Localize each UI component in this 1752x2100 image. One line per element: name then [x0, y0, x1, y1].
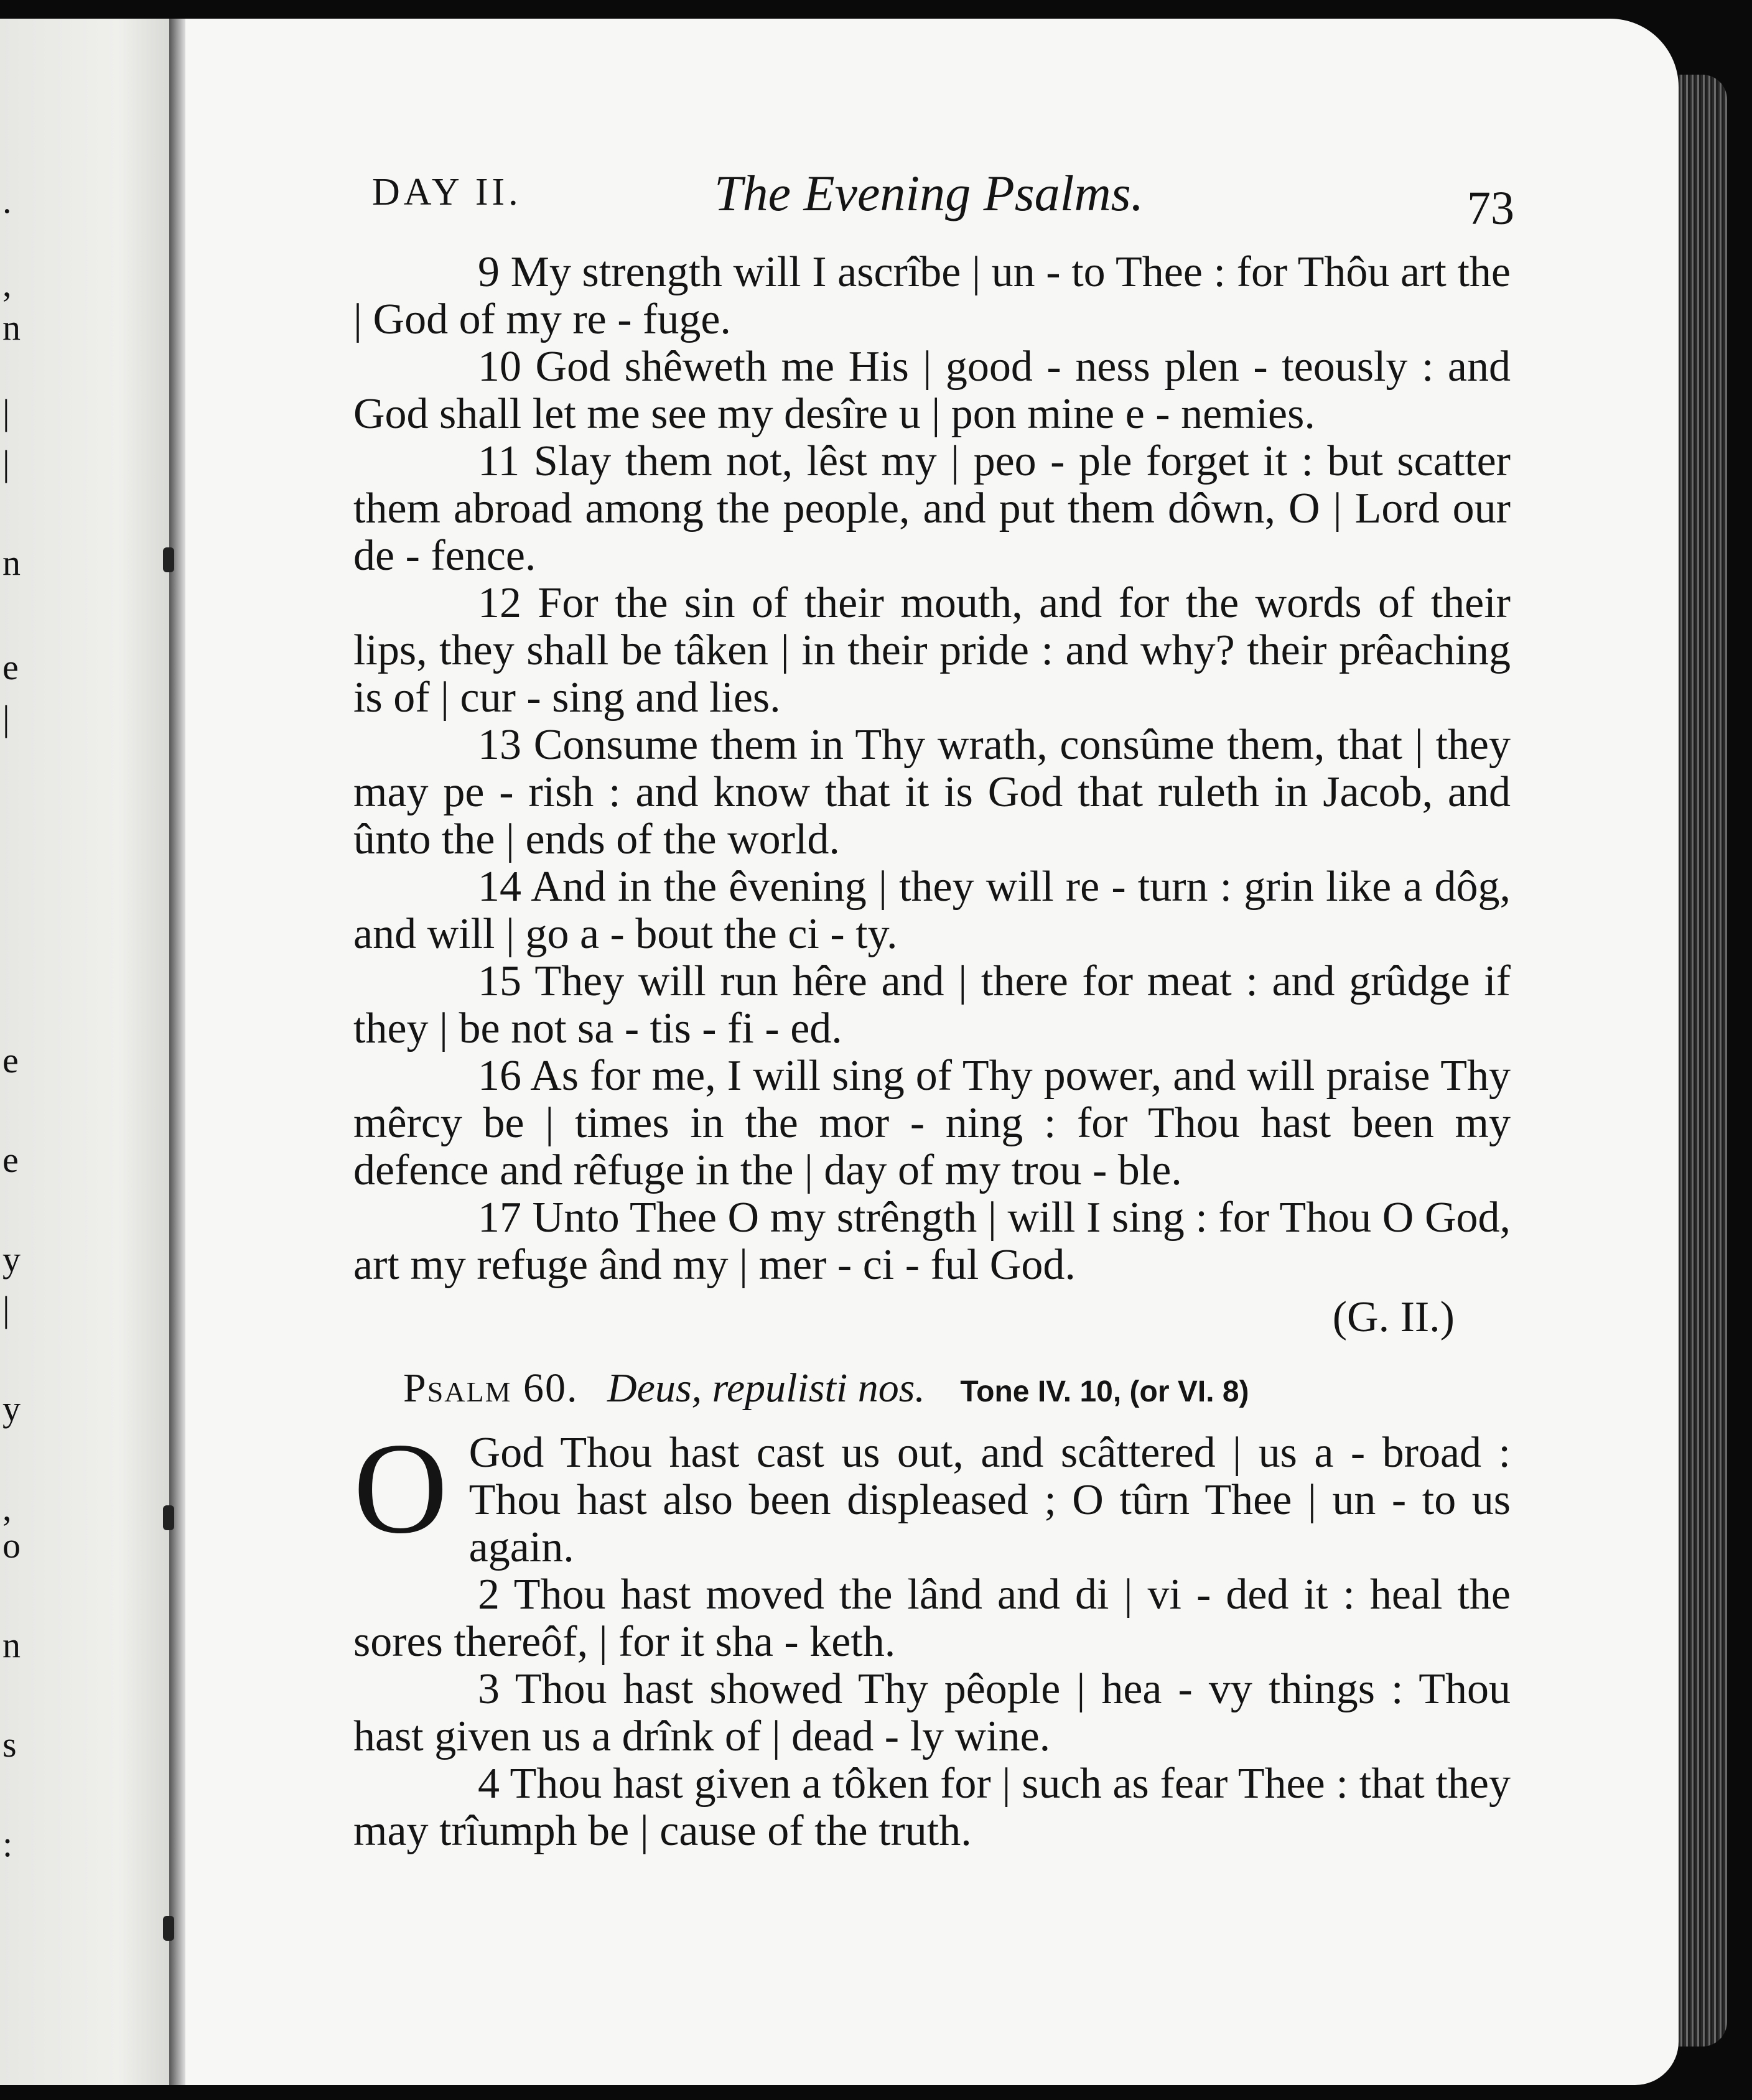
- book-gutter: [169, 19, 185, 2085]
- left-glyph: n: [2, 307, 21, 348]
- verse-text: God shêweth me His | good - ness plen - teously : and God shall let me see my desîre u | pon mine e - nemies.: [353, 343, 1511, 438]
- verse-number: 4: [478, 1760, 500, 1808]
- psalm-latin-title: Deus, repulisti nos.: [607, 1365, 925, 1411]
- binding-mark: [163, 547, 174, 572]
- verse-text: Consume them in Thy wrath, consûme them, that | they may pe - rish : and know that it is God that ruleth in Jacob, and ûnto the | ends of the world.: [353, 721, 1511, 863]
- verse-text: For the sin of their mouth, and for the words of their lips, they shall be tâken | in their pride : and why? their prêaching is of | cur - sing and lies.: [353, 579, 1511, 722]
- verse-text: Slay them not, lêst my | peo - ple forget it : but scatter them abroad among the people, and put them dôwn, O | Lord our de - fence.: [353, 437, 1511, 580]
- left-glyph: y: [2, 1388, 21, 1429]
- verse-number: 2: [478, 1571, 500, 1619]
- left-glyph: ,: [2, 1488, 12, 1528]
- header-day: DAY II.: [372, 171, 522, 213]
- verse-text: Thou hast given a tôken for | such as fear Thee : that they may trîumph be | cause of the truth.: [353, 1760, 1511, 1855]
- verse-number: 13: [478, 721, 521, 769]
- verse-number: 15: [478, 957, 521, 1005]
- verse-text: God Thou hast cast us out, and scâttered | us a - broad : Thou hast also been displeased ; O tûrn Thee | un - to us again.: [468, 1429, 1511, 1571]
- verse-text: Unto Thee O my strêngth | will I sing : for Thou O God, art my refuge ând my | mer - ci - ful God.: [353, 1194, 1511, 1289]
- verse: [353, 1666, 1511, 1760]
- verse: [353, 343, 1511, 438]
- left-glyph: s: [2, 1724, 17, 1765]
- left-glyph: e: [2, 1140, 19, 1180]
- page-number: 73: [1467, 182, 1514, 235]
- left-glyph: ,: [2, 264, 12, 304]
- verse: [353, 438, 1511, 580]
- header-title: The Evening Psalms.: [714, 165, 1144, 221]
- verse-text: Thou hast moved the lând and di | vi - ded it : heal the sores thereôf, | for it sha - keth.: [353, 1571, 1511, 1666]
- psalm-tone: Tone IV. 10, (or VI. 8): [960, 1375, 1249, 1408]
- verse-number: 12: [478, 579, 521, 627]
- running-header: [353, 149, 1514, 249]
- left-glyph: |: [2, 392, 10, 432]
- left-glyph: |: [2, 1289, 10, 1329]
- verse: [353, 1052, 1511, 1194]
- left-page-margin-text: [0, 19, 25, 2085]
- verse-number: 11: [478, 437, 520, 485]
- binding-mark: [163, 1505, 174, 1530]
- left-glyph: y: [2, 1239, 21, 1280]
- verses-top: [353, 249, 1511, 1289]
- verse-number: 14: [478, 863, 521, 911]
- page-edges: [1679, 75, 1727, 2047]
- verse-text: As for me, I will sing of Thy power, and will praise Thy mêrcy be | times in the mor - ning : for Thou hast been my defence and rêfuge in the | day of my trou - ble.: [353, 1052, 1511, 1194]
- verse-number: 17: [478, 1194, 521, 1242]
- left-glyph: |: [2, 443, 10, 483]
- left-glyph: n: [2, 1625, 21, 1665]
- verse-text: My strength will I ascrîbe | un - to Thee : for Thôu art the | God of my re - fuge.: [353, 248, 1511, 343]
- binding-mark: [163, 1916, 174, 1941]
- verse: [353, 1571, 1511, 1666]
- gloria-reference: (G. II.): [1332, 1293, 1455, 1341]
- verse-text: Thou hast showed Thy pêople | hea - vy things : Thou hast given us a drînk of | dead - ly wine.: [353, 1665, 1511, 1760]
- verse: [353, 1194, 1511, 1289]
- verse: [353, 249, 1511, 343]
- verses-bottom: [353, 1571, 1511, 1855]
- left-glyph: |: [2, 698, 10, 738]
- verse: [353, 580, 1511, 722]
- drop-cap: O: [353, 1416, 448, 1561]
- verse: [353, 1760, 1511, 1855]
- verse: [353, 958, 1511, 1052]
- left-glyph: e: [2, 647, 19, 687]
- verse-text: They will run hêre and | there for meat : and grûdge if they | be not sa - tis - fi - ed.: [353, 957, 1511, 1052]
- verse: [353, 722, 1511, 863]
- left-glyph: :: [2, 1824, 13, 1864]
- verse-number: 16: [478, 1052, 521, 1100]
- verse-number: 3: [478, 1665, 500, 1713]
- left-glyph: .: [2, 180, 12, 221]
- left-glyph: o: [2, 1525, 21, 1566]
- verse-text: And in the êvening | they will re - turn : grin like a dôg, and will | go a - bout the ci - ty.: [353, 863, 1511, 958]
- psalm-first-verse: [353, 1416, 1511, 1571]
- left-glyph: e: [2, 1040, 19, 1080]
- left-glyph: n: [2, 542, 21, 583]
- page-content: [353, 149, 1514, 1855]
- verse-number: 10: [478, 343, 521, 391]
- psalm-heading: [403, 1365, 1560, 1412]
- psalm-number: Psalm 60.: [403, 1365, 579, 1411]
- verse-number: 9: [478, 248, 500, 296]
- left-page: [0, 19, 169, 2085]
- verse: [353, 863, 1511, 958]
